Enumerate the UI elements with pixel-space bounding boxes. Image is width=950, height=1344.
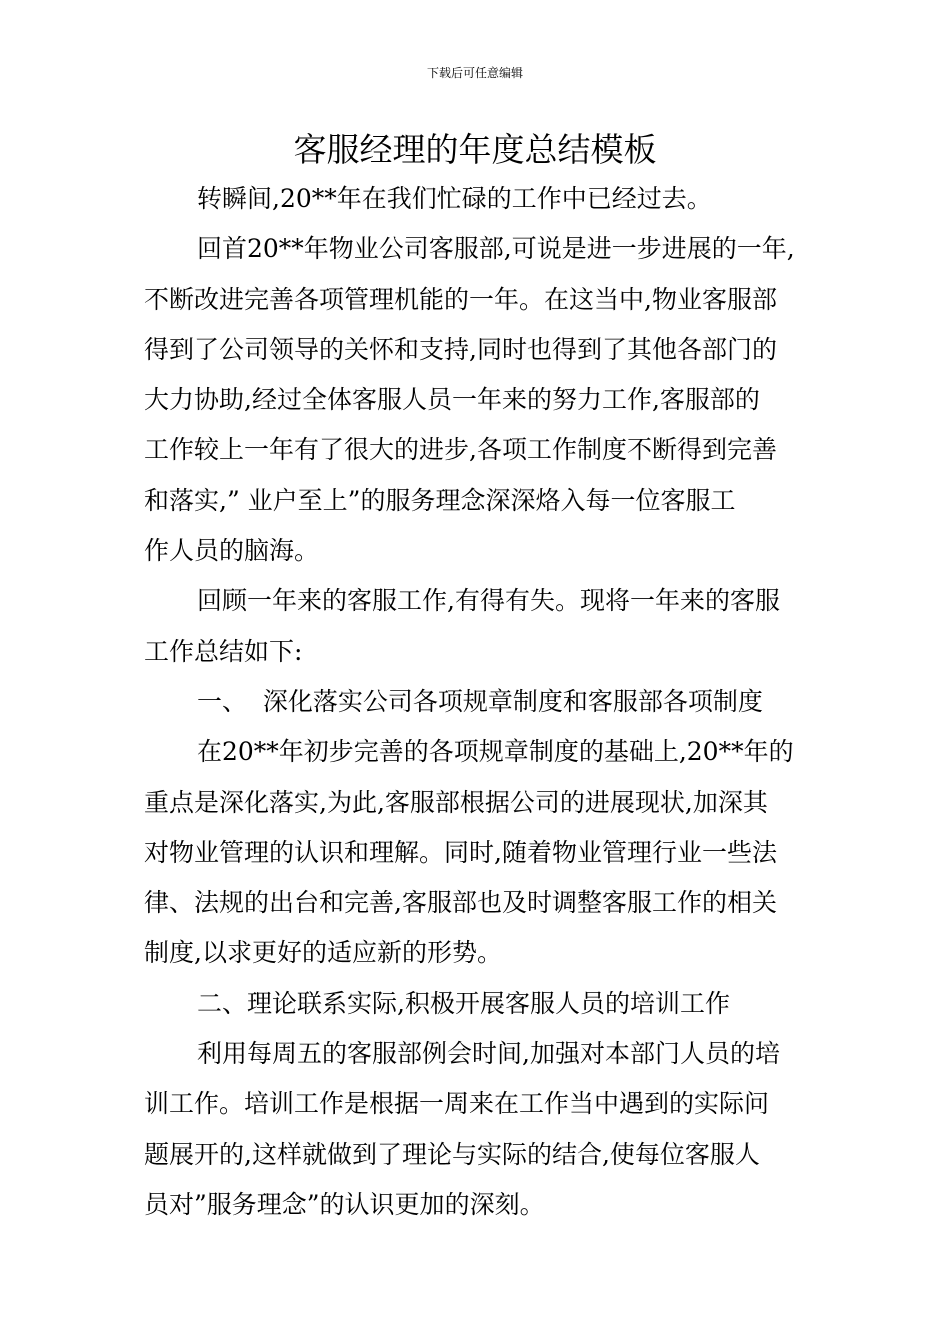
body-line: 律、法规的出台和完善,客服部也及时调整客服工作的相关 xyxy=(144,888,777,918)
body-line: 不断改进完善各项管理机能的一年。在这当中,物业客服部 xyxy=(144,284,777,314)
section-heading: 一、 深化落实公司各项规章制度和客服部各项制度 xyxy=(197,686,763,716)
body-line: 大力协助,经过全体客服人员一年来的努力工作,客服部的 xyxy=(144,385,760,415)
body-line: 题展开的,这样就做到了理论与实际的结合,使每位客服人 xyxy=(144,1139,760,1169)
body-line: 转瞬间,20**年在我们忙碌的工作中已经过去。 xyxy=(197,184,712,213)
body-line: 训工作。培训工作是根据一周来在工作当中遇到的实际问 xyxy=(144,1089,770,1119)
document-body xyxy=(144,174,812,1230)
body-line: 得到了公司领导的关怀和支持,同时也得到了其他各部门的 xyxy=(144,334,777,364)
header-note: 下载后可任意编辑 xyxy=(426,66,523,80)
body-line: 员对”服务理念”的认识更加的深刻。 xyxy=(144,1189,545,1219)
body-line: 重点是深化落实,为此,客服部根据公司的进展现状,加深其 xyxy=(144,787,768,817)
body-line: 回顾一年来的客服工作,有得有失。现将一年来的客服 xyxy=(197,586,780,616)
body-line: 工作总结如下: xyxy=(144,636,303,666)
body-line: 工作较上一年有了很大的进步,各项工作制度不断得到完善 xyxy=(144,435,777,465)
body-line: 回首20**年物业公司客服部,可说是进一步进展的一年, xyxy=(197,234,795,264)
section-heading: 二、理论联系实际,积极开展客服人员的培训工作 xyxy=(197,988,730,1018)
body-line: 和落实,” 业户至上”的服务理念深深烙入每一位客服工 xyxy=(144,485,736,515)
body-line: 制度,以求更好的适应新的形势。 xyxy=(144,938,502,968)
body-line: 利用每周五的客服部例会时间,加强对本部门人员的培 xyxy=(197,1039,780,1069)
body-line: 对物业管理的认识和理解。同时,随着物业管理行业一些法 xyxy=(144,837,777,867)
document-title: 客服经理的年度总结模板 xyxy=(293,130,657,169)
body-line: 作人员的脑海。 xyxy=(144,536,320,566)
body-line: 在20**年初步完善的各项规章制度的基础上,20**年的 xyxy=(197,737,794,767)
